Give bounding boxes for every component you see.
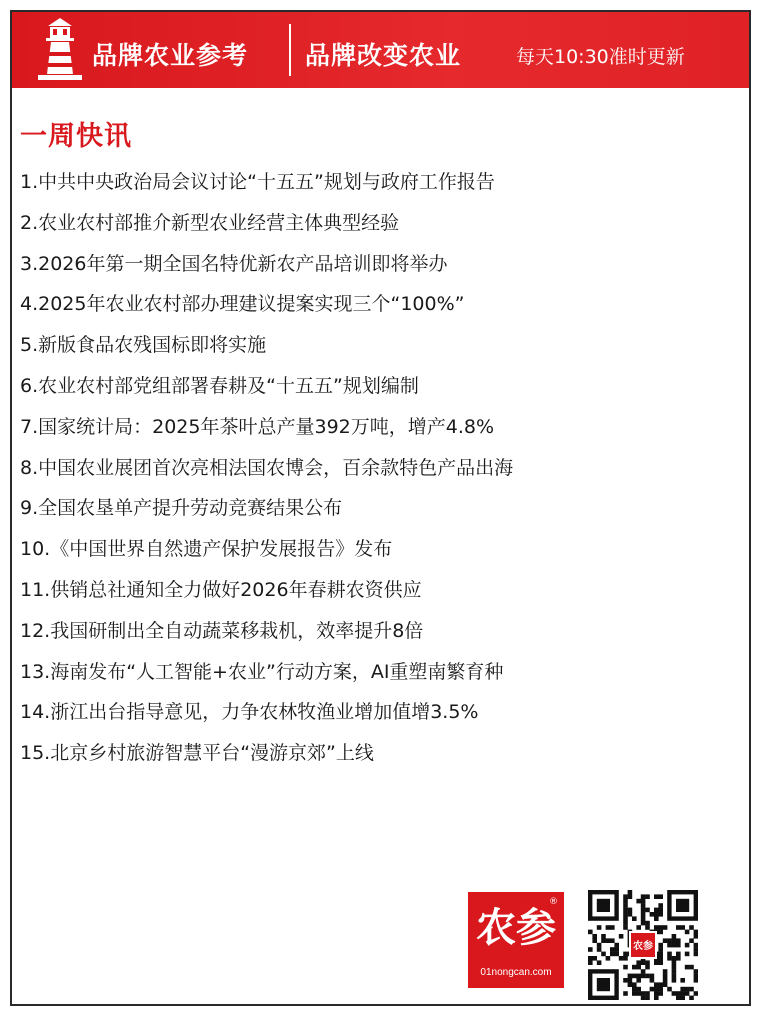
nongcan-logo (468, 892, 564, 988)
news-item: 8.中国农业展团首次亮相法国农博会，百余款特色产品出海 (20, 456, 514, 479)
news-item: 3.2026年第一期全国名特优新农产品培训即将举办 (20, 252, 448, 275)
news-item: 6.农业农村部党组部署春耕及“十五五”规划编制 (20, 374, 419, 397)
news-item: 7.国家统计局：2025年茶叶总产量392万吨，增产4.8% (20, 415, 495, 438)
logo-text: 农参 (476, 905, 556, 951)
news-item: 2.农业农村部推介新型农业经营主体典型经验 (20, 211, 400, 234)
update-time: 每天10:30准时更新 (516, 46, 685, 68)
section-title: 一周快讯 (20, 121, 132, 152)
news-item: 10.《中国世界自然遗产保护发展报告》发布 (20, 538, 393, 561)
qr-center-logo: 农参 (629, 931, 657, 959)
news-item: 9.全国农垦单产提升劳动竞赛结果公布 (20, 497, 343, 520)
registered-mark: ® (549, 897, 558, 907)
news-item: 15.北京乡村旅游智慧平台“漫游京郊”上线 (20, 742, 374, 765)
news-item: 4.2025年农业农村部办理建议提案实现三个“100%” (20, 293, 465, 316)
news-item: 12.我国研制出全自动蔬菜移栽机，效率提升8倍 (20, 619, 424, 642)
news-item: 5.新版食品农残国标即将实施 (20, 334, 267, 357)
news-item: 1.中共中央政治局会议讨论“十五五”规划与政府工作报告 (20, 171, 495, 193)
brand-title: 品牌农业参考 (92, 41, 249, 70)
lighthouse-icon (32, 16, 88, 84)
poster-frame (10, 10, 751, 1006)
header-divider (289, 24, 291, 76)
news-list (20, 162, 513, 774)
news-item: 13.海南发布“人工智能+农业”行动方案，AI重塑南繁育种 (20, 660, 504, 683)
header-banner (12, 12, 749, 88)
brand-slogan: 品牌改变农业 (305, 41, 462, 70)
news-item: 14.浙江出台指导意见，力争农林牧渔业增加值增3.5% (20, 701, 479, 724)
logo-url: 01nongcan.com (480, 967, 552, 978)
qr-code-icon (588, 890, 698, 1000)
news-item: 11.供销总社通知全力做好2026年春耕农资供应 (20, 578, 422, 601)
